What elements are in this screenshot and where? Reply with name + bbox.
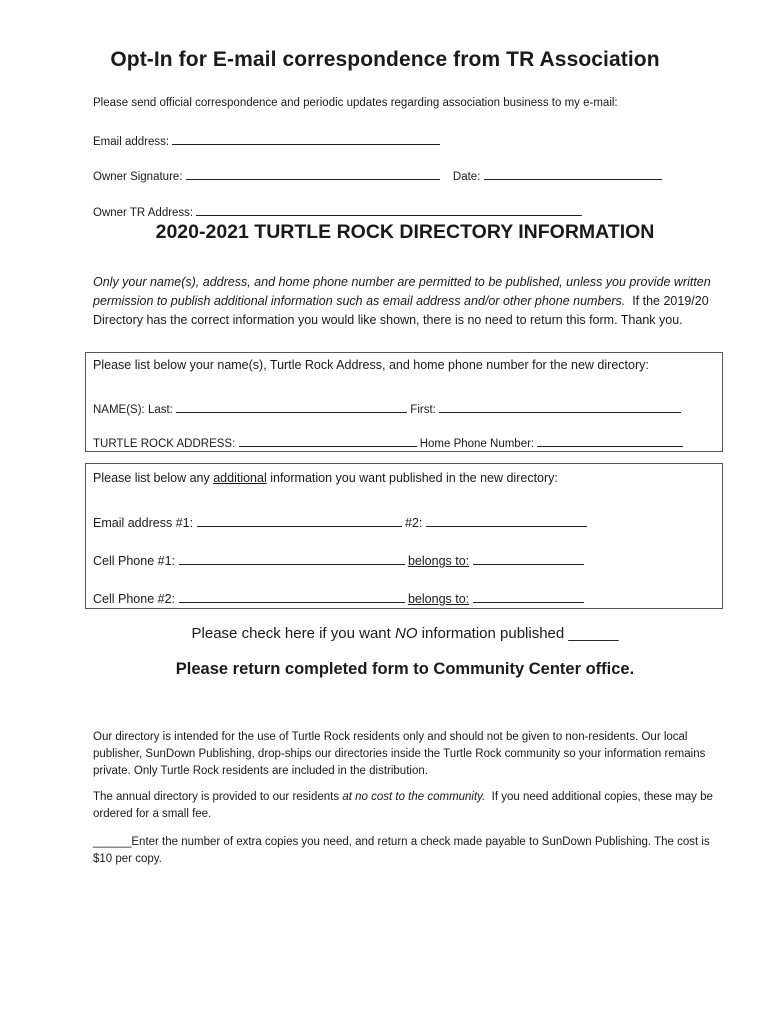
first-name-field[interactable] <box>439 399 681 413</box>
footer-p2-pre: The annual directory is provided to our residents <box>93 791 340 803</box>
box2-email-row <box>93 513 587 530</box>
optin-date-field[interactable] <box>484 166 662 180</box>
box1-heading: Please list below your name(s), Turtle Rock Address, and home phone number for the new directory: <box>93 358 649 372</box>
box1-address-label: TURTLE ROCK ADDRESS: <box>93 438 236 450</box>
box2-cell2-row <box>93 589 584 606</box>
optin-email-field[interactable] <box>172 131 440 145</box>
box2-cell2-label: Cell Phone #2: <box>93 592 176 606</box>
optin-title: Opt-In for E-mail correspondence from TR Association <box>110 48 660 71</box>
box2-cell1-label: Cell Phone #1: <box>93 554 176 568</box>
box1-phone-label: Home Phone Number: <box>419 438 535 450</box>
check-post: information published ______ <box>421 625 619 642</box>
check-pre: Please check here if you want <box>191 625 391 642</box>
cell-phone1-field[interactable] <box>179 551 405 565</box>
optin-address-row <box>93 202 582 219</box>
return-note: Please return completed form to Community Center office. <box>175 660 635 678</box>
box1-last-label: NAME(S): Last: <box>93 404 173 416</box>
optin-intro: Please send official correspondence and periodic updates regarding association business to my e-mail: <box>93 97 618 109</box>
cell-phone2-owner-field[interactable] <box>473 589 584 603</box>
footer-p3-text: Enter the number of extra copies you need, and return a check made payable to SunDown Publishing. The cost is $10 per copy. <box>93 836 710 865</box>
box2-email2-label: #2: <box>405 516 423 530</box>
email2-field[interactable] <box>426 513 587 527</box>
optin-date-label: Date: <box>452 171 481 183</box>
optin-signature-row <box>93 166 662 183</box>
box2-cell1-belongs: belongs to: <box>407 554 470 568</box>
extra-copies-field[interactable]: ______ <box>93 836 132 848</box>
box2-cell2-belongs: belongs to: <box>407 592 470 606</box>
optin-email-row <box>93 131 440 148</box>
optin-email-label: Email address: <box>93 136 170 148</box>
cell-phone1-owner-field[interactable] <box>473 551 584 565</box>
turtle-rock-address-field[interactable] <box>239 433 417 447</box>
directory-intro-rest: If the 2019/20 Directory has the correct information you would like shown, there is no need to return this form. Thank you. <box>93 294 709 327</box>
footer-p2-post: If you need additional copies, these may be ordered for a small fee. <box>93 791 713 820</box>
no-publish-check[interactable] <box>0 625 770 642</box>
optin-signature-label: Owner Signature: <box>93 171 183 183</box>
last-name-field[interactable] <box>176 399 407 413</box>
optin-address-label: Owner TR Address: <box>93 207 194 219</box>
box2-heading-pre: Please list below any <box>93 471 210 485</box>
box2-cell1-row <box>93 551 584 568</box>
optin-signature-field[interactable] <box>186 166 440 180</box>
directory-intro-italic: Only your name(s), address, and home phone number are permitted to be published, unless you provide written permission to publish additional information such as email address and/or other phone numbers. <box>93 275 711 308</box>
directory-intro <box>93 273 717 330</box>
box2-email1-label: Email address #1: <box>93 516 194 530</box>
box1-address-row <box>93 433 683 450</box>
footer-paragraph-1: Our directory is intended for the use of Turtle Rock residents only and should not be given to non-residents. Our local publisher, SunDown Publishing, drop-ships our directories inside the Turtle Rock community so your information remains private. Only Turtle Rock residents are included in the distribution. <box>93 731 706 777</box>
directory-title: 2020-2021 TURTLE ROCK DIRECTORY INFORMATION <box>155 221 655 243</box>
footer-p2-italic: at no cost to the community. <box>342 791 486 803</box>
box2-heading-post: information you want published in the new directory: <box>270 471 558 485</box>
box1-first-label: First: <box>410 404 436 416</box>
box2-heading-underlined: additional <box>213 471 267 485</box>
home-phone-field[interactable] <box>537 433 683 447</box>
footer-paragraph-2 <box>93 789 723 823</box>
check-italic: NO <box>394 625 418 642</box>
box1-name-row <box>93 399 681 416</box>
email1-field[interactable] <box>197 513 402 527</box>
cell-phone2-field[interactable] <box>179 589 405 603</box>
optin-address-field[interactable] <box>196 202 582 216</box>
box2-heading <box>93 471 558 485</box>
footer-paragraph-3 <box>93 834 723 868</box>
